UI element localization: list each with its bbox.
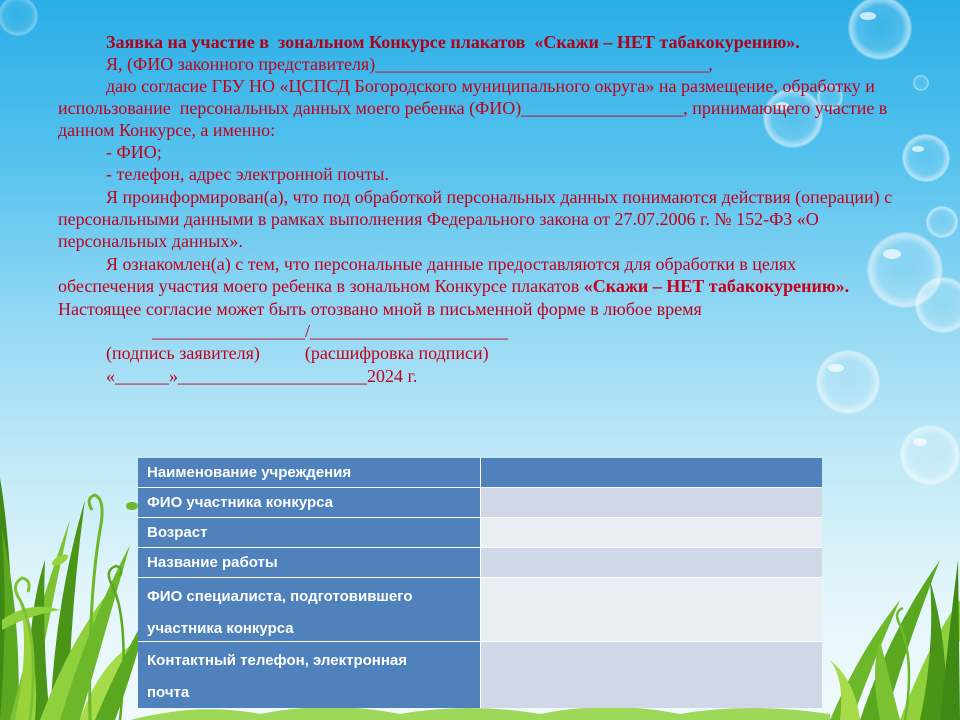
table-row	[138, 548, 822, 578]
bubble	[900, 425, 960, 485]
row-label	[138, 642, 481, 708]
table-row	[138, 488, 822, 518]
row-value-cell	[481, 458, 822, 487]
table-row	[138, 458, 822, 488]
table-row	[138, 578, 822, 642]
row-value-cell	[481, 518, 822, 547]
table-row	[138, 518, 822, 548]
row-label	[138, 548, 481, 577]
row-value-cell	[481, 548, 822, 577]
row-label	[138, 578, 481, 641]
row-label	[138, 488, 481, 517]
row-label-text: почта	[147, 684, 190, 701]
list-item: - ФИО;	[106, 142, 162, 162]
text-line: Настоящее согласие может быть отозвано мной в письменной форме в любое время	[58, 299, 702, 319]
text-segment: обеспечения участия моего ребенка в зональном Конкурсе плакатов	[58, 276, 584, 296]
text-line: данном Конкурсе, а именно:	[58, 120, 276, 140]
signature-line: _________________/______________________	[152, 321, 509, 341]
text-line: Я ознакомлен(а) с тем, что персональные данные предоставляются для обработки в целях	[106, 254, 797, 274]
row-label	[138, 458, 481, 487]
representative-line: Я, (ФИО законного представителя)_____________________________________,	[106, 54, 713, 74]
row-label-text: Название работы	[147, 553, 278, 571]
row-label-text: ФИО специалиста, подготовившего	[147, 588, 413, 605]
grass-right	[830, 560, 960, 720]
row-label	[138, 518, 481, 547]
participant-table	[138, 458, 822, 708]
form-title: Заявка на участие в зональном Конкурсе плакатов «Скажи – НЕТ табакокурению».	[106, 32, 800, 52]
row-value-cell	[481, 642, 822, 708]
text-line: персональными данными в рамках выполнения Федерального закона от 27.07.2006 г. № 152-ФЗ «О	[58, 209, 819, 229]
row-label-text: ФИО участника конкурса	[147, 493, 334, 511]
table-row	[138, 642, 822, 708]
date-line: «______»_____________________2024 г.	[106, 366, 418, 386]
row-label-text: участника конкурса	[147, 620, 294, 637]
text-line	[58, 275, 849, 297]
row-label-text: Контактный телефон, электронная	[147, 652, 408, 669]
row-value-cell	[481, 578, 822, 641]
grass-left	[0, 478, 150, 720]
child-name-line: использование персональных данных моего ребенка (ФИО)__________________, принимающего участие в	[58, 98, 888, 118]
row-value-cell	[481, 488, 822, 517]
text-line: персональных данных».	[58, 231, 243, 251]
row-label-text: Возраст	[147, 523, 208, 541]
consent-line: даю согласие ГБУ НО «ЦСПСД Богородского муниципального округа» на размещение, обработку и	[106, 76, 875, 96]
text-line: Я проинформирован(а), что под обработкой персональных данных понимаются действия (операции) с	[106, 187, 893, 207]
signature-caption: (подпись заявителя) (расшифровка подписи)	[106, 343, 489, 363]
row-label-text: Наименование учреждения	[147, 463, 352, 481]
contest-name: «Скажи – НЕТ табакокурению».	[583, 276, 850, 296]
list-item: - телефон, адрес электронной почты.	[106, 164, 389, 184]
